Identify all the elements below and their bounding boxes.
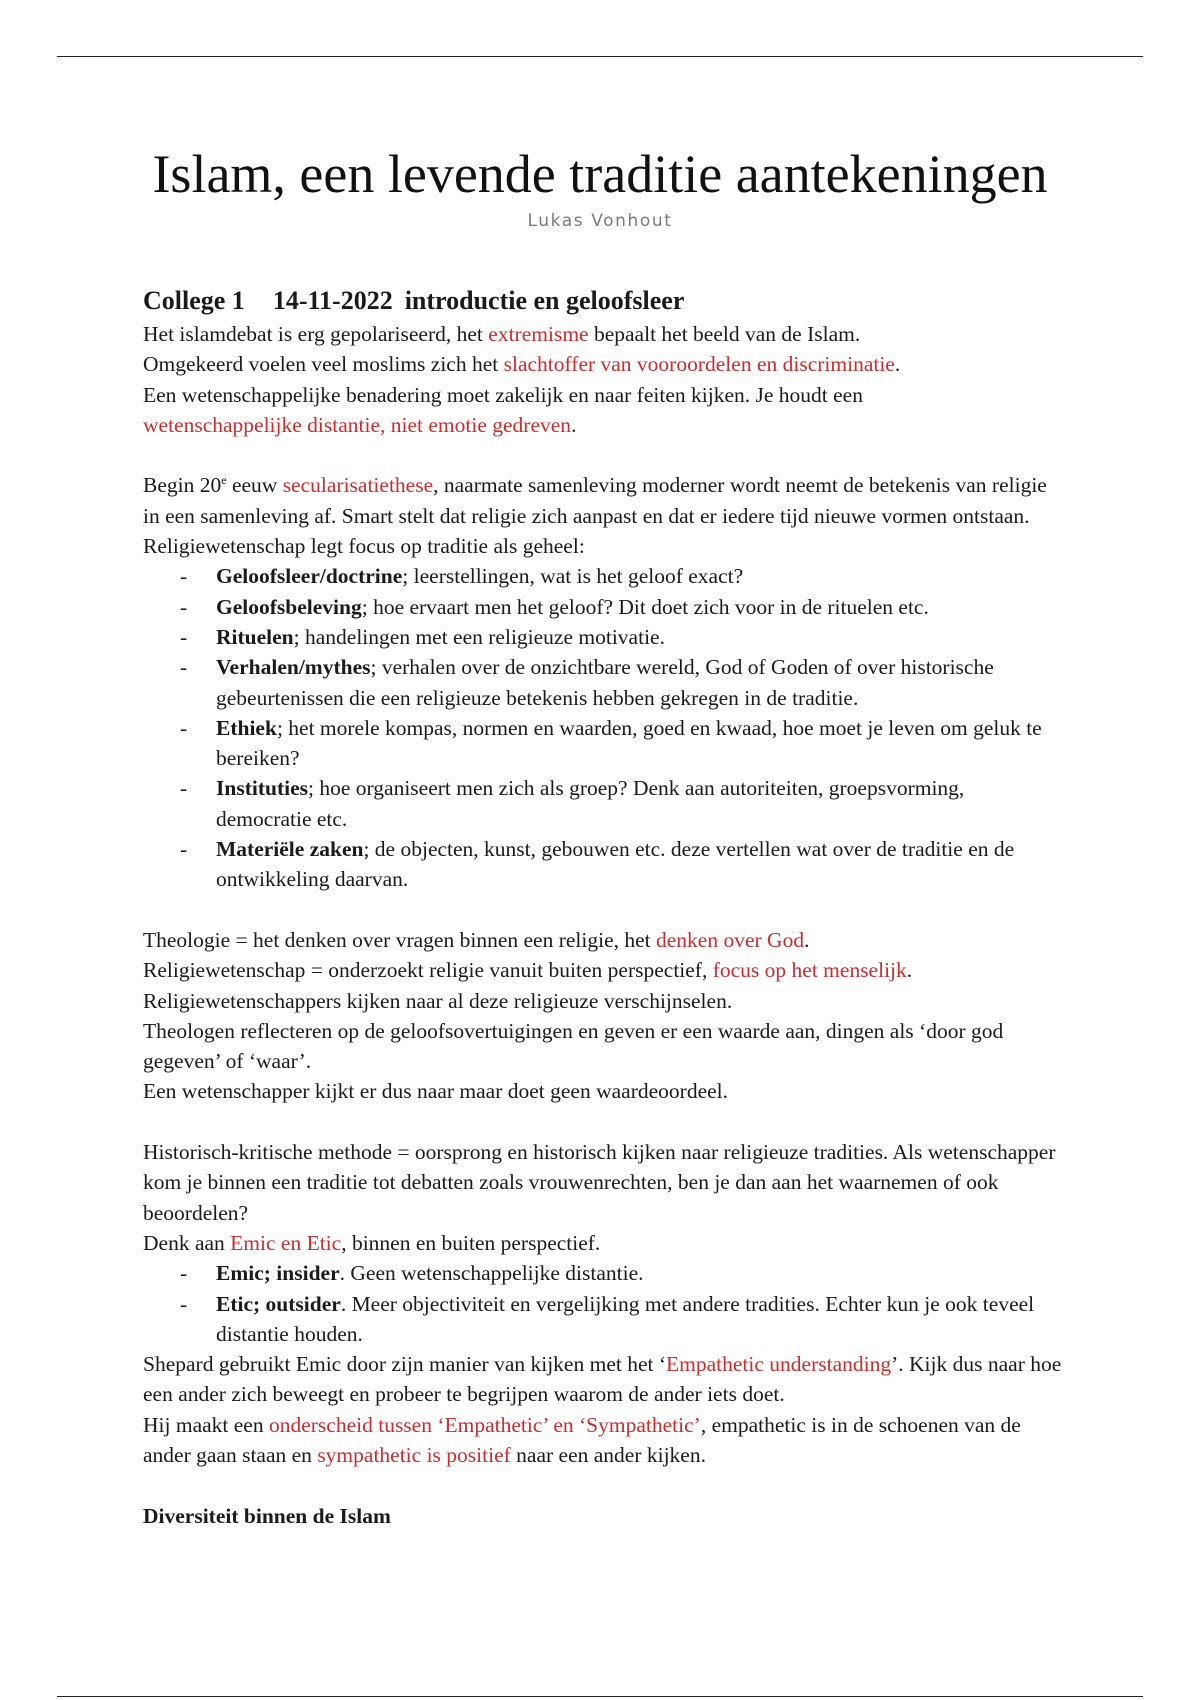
highlight: sympathetic is positief — [317, 1442, 511, 1467]
highlight: denken over God — [656, 927, 805, 952]
paragraph: Het islamdebat is erg gepolariseerd, het extremisme bepaalt het beeld van de Islam. Omgekeerd voelen veel moslims zich het slachtoffer van vooroordelen en discriminatie. Een wetenschappelijke benadering moet zakelijk en naar feiten kijken. Je houdt een wetenschappelijke distantie, niet emotie gedreven. — [143, 322, 901, 437]
list-item: - Ethiek; het morele kompas, normen en waarden, goed en kwaad, hoe moet je leven om geluk te bereiken? — [143, 713, 1063, 774]
top-rule — [57, 56, 1143, 57]
paragraph: Begin 20e eeuw secularisatiethese, naarmate samenleving moderner wordt neemt de betekenis van religie in een samenleving af. Smart stelt dat religie zich aanpast en dat er iedere tijd nieuwe vormen ontstaan. — [143, 473, 1047, 528]
highlight: Empathetic understanding — [666, 1352, 892, 1377]
paragraph: Theologie = het denken over vragen binnen een religie, het denken over God. Religiewetenschap = onderzoekt religie vanuit buiten perspectief, focus op het menselijk. Religiewetenschappers kijken naar al deze religieuze verschijnselen. Theologen reflecteren op de geloofsovertuigingen en geven er een waarde aan, dingen als ‘door god gegeven’ of ‘waar’. Een wetenschapper kijkt er dus naar maar doet geen waardeoordeel. — [143, 927, 1004, 1104]
paragraph: Shepard gebruikt Emic door zijn manier van kijken met het ‘Empathetic understanding’. Kijk dus naar hoe een ander zich beweegt en probeer te begrijpen waarom de ander iets doet. Hij maakt een onderscheid tussen ‘Empathetic’ en ‘Sympathetic’, empathetic is in de schoenen van de ander gaan staan en sympathetic is positief naar een ander kijken. — [143, 1352, 1062, 1467]
list-item: - Emic; insider. Geen wetenschappelijke distantie. — [143, 1258, 1063, 1288]
section-heading: Diversiteit binnen de Islam — [143, 1503, 391, 1528]
list-item: - Verhalen/mythes; verhalen over de onzichtbare wereld, God of Goden of over historische gebeurtenissen die een religieuze betekenis hebben gekregen in de traditie. — [143, 652, 1063, 713]
paragraph: Historisch-kritische methode = oorsprong en historisch kijken naar religieuze tradities. Als wetenschapper kom je binnen een traditie tot debatten zoals vrouwenrechten, ben je dan aan het waarnemen of ook beoordelen? Denk aan Emic en Etic, binnen en buiten perspectief. — [143, 1140, 1056, 1255]
list-item: - Instituties; hoe organiseert men zich als groep? Denk aan autoriteiten, groepsvorming, democratie etc. — [143, 773, 1063, 834]
highlight: wetenschappelijke distantie, niet emotie gedreven — [143, 412, 572, 437]
college-label: College 1 — [143, 286, 245, 315]
list-item: - Geloofsleer/doctrine; leerstellingen, wat is het geloof exact? — [143, 561, 1063, 591]
college-date: 14-11-2022 — [272, 286, 393, 315]
aspects-list — [143, 561, 1063, 894]
college-topic: introductie en geloofsleer — [404, 286, 685, 315]
list-item: - Etic; outsider. Meer objectiviteit en vergelijking met andere tradities. Echter kun je ook teveel distantie houden. — [143, 1289, 1063, 1350]
author-name: Lukas Vonhout — [527, 211, 673, 231]
document-title: Islam, een levende traditie aantekeningen — [152, 144, 1048, 204]
highlight: secularisatiethese — [282, 473, 434, 498]
document-body — [143, 283, 1063, 1531]
highlight: extremisme — [488, 322, 589, 346]
bottom-rule — [57, 1696, 1143, 1697]
list-item: - Materiële zaken; de objecten, kunst, gebouwen etc. deze vertellen wat over de traditie en de ontwikkeling daarvan. — [143, 834, 1063, 895]
emic-etic-list — [143, 1258, 1063, 1349]
highlight: slachtoffer van vooroordelen en discriminatie — [503, 352, 895, 377]
list-item: - Rituelen; handelingen met een religieuze motivatie. — [143, 622, 1063, 652]
highlight: onderscheid tussen ‘Empathetic’ en ‘Sympathetic’ — [268, 1412, 701, 1437]
list-item: - Geloofsbeleving; hoe ervaart men het geloof? Dit doet zich voor in de rituelen etc. — [143, 592, 1063, 622]
highlight: focus op het menselijk — [712, 958, 907, 983]
college-heading — [143, 283, 1063, 319]
highlight: Emic en Etic — [230, 1230, 342, 1255]
paragraph: Religiewetenschap legt focus op traditie als geheel: — [143, 534, 585, 559]
